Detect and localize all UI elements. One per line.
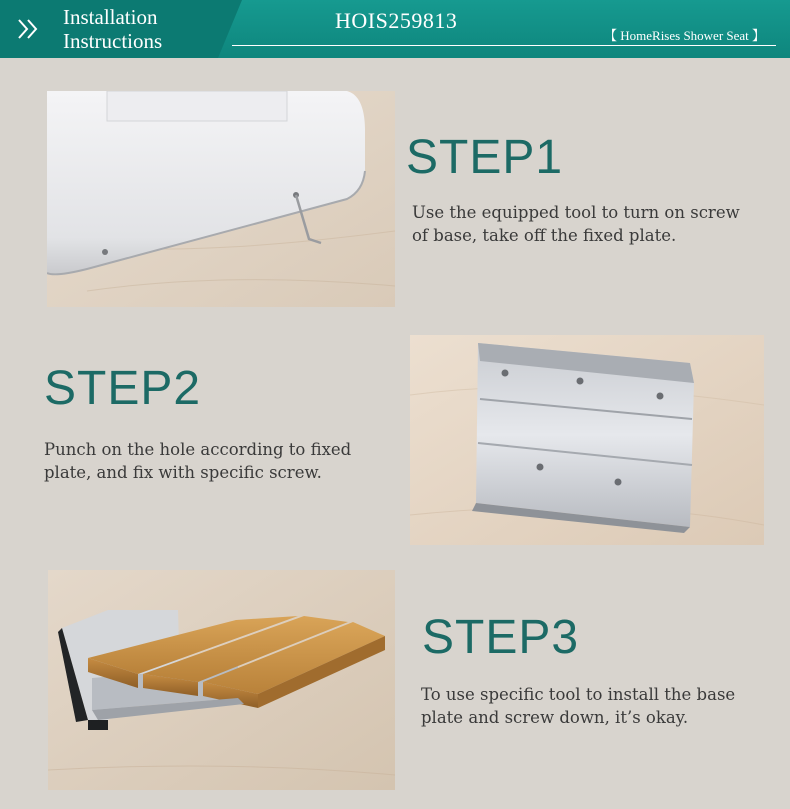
header-banner	[0, 0, 790, 58]
step3-description-line1: To use specific tool to install the base	[421, 685, 736, 704]
step3-photo	[48, 570, 395, 790]
step1-description-line2: of base, take off the fixed plate.	[412, 226, 677, 245]
step1-description	[412, 201, 740, 247]
header-divider	[232, 45, 776, 46]
step2-description-line2: plate, and fix with specific screw.	[44, 463, 322, 482]
step2-photo	[410, 335, 764, 545]
step2-description-line1: Punch on the hole according to fixed	[44, 440, 352, 459]
page-title	[63, 5, 162, 53]
step1-photo	[47, 91, 395, 307]
model-number: HOIS259813	[335, 8, 458, 33]
step2-title: STEP2	[44, 362, 202, 415]
double-chevron-right-icon	[14, 14, 44, 44]
brand-label: 【 HomeRises Shower Seat 】	[604, 28, 766, 43]
step3-description	[421, 683, 735, 729]
step3-title: STEP3	[422, 611, 580, 664]
step1-title: STEP1	[406, 131, 564, 184]
step3-description-line2: plate and screw down, it’s okay.	[421, 708, 689, 727]
page-title-line1: Installation	[63, 5, 158, 29]
step1-description-line1: Use the equipped tool to turn on screw	[412, 203, 740, 222]
page-title-line2: Instructions	[63, 29, 163, 53]
step2-description	[44, 438, 351, 484]
